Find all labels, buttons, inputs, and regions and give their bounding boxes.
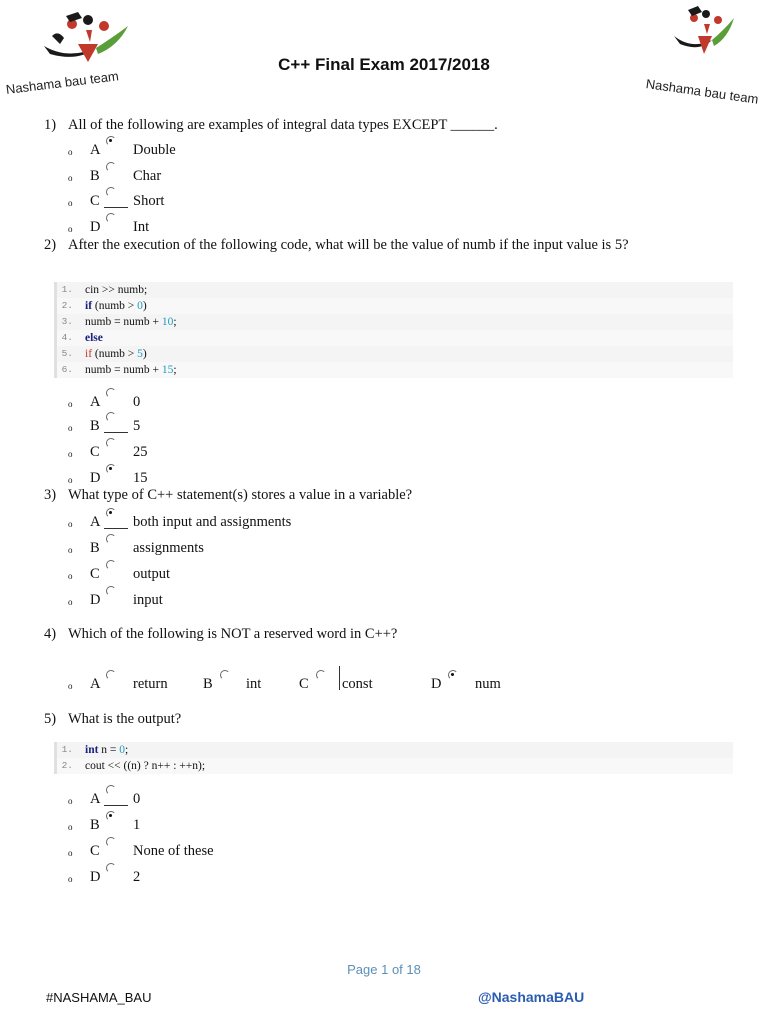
question-number: 5) xyxy=(44,711,57,727)
option-4c-letter: C xyxy=(299,676,309,692)
radio-icon[interactable] xyxy=(106,670,115,679)
page-number: Page 1 of 18 xyxy=(347,962,421,977)
bullet-icon: o xyxy=(68,545,73,555)
radio-icon[interactable] xyxy=(220,670,229,679)
option-4b-text: int xyxy=(246,676,262,692)
radio-selected-icon[interactable] xyxy=(106,136,115,145)
answer-underline xyxy=(104,528,128,529)
question-4 xyxy=(44,626,397,643)
radio-selected-icon[interactable] xyxy=(106,811,115,820)
question-text: All of the following are examples of integral data types EXCEPT ______. xyxy=(68,117,498,133)
question-text: Which of the following is NOT a reserved word in C++? xyxy=(68,626,398,642)
radio-icon[interactable] xyxy=(106,863,115,872)
question-text: What is the output? xyxy=(68,711,182,727)
option-4d-letter: D xyxy=(431,676,442,692)
page-title: C++ Final Exam 2017/2018 xyxy=(278,55,490,74)
code-line: 2. cout << ((n) ? n++ : ++n); xyxy=(57,758,733,774)
code-line: 6. numb = numb + 15; xyxy=(57,362,733,378)
bullet-icon: o xyxy=(68,597,73,607)
bullet-icon: o xyxy=(68,399,73,409)
radio-icon[interactable] xyxy=(106,438,115,447)
option-4b-letter: B xyxy=(203,676,213,692)
bullet-icon: o xyxy=(68,475,73,485)
options-row-q4 xyxy=(68,674,568,696)
code-line: 1. int n = 0; xyxy=(61,744,129,756)
brand-left: Nashama bau team xyxy=(5,68,120,97)
bullet-icon: o xyxy=(68,796,73,806)
bullet-icon: o xyxy=(68,848,73,858)
footer-hashtag: #NASHAMA_BAU xyxy=(46,990,152,1005)
bullet-icon: o xyxy=(68,198,73,208)
radio-selected-icon[interactable] xyxy=(106,508,115,517)
question-number: 1) xyxy=(44,117,57,133)
code-line: 1. cin >> numb; xyxy=(61,284,148,296)
question-2 xyxy=(44,237,629,254)
radio-icon[interactable] xyxy=(316,670,325,679)
footer-handle-link[interactable]: @NashamaBAU xyxy=(478,989,585,1005)
radio-icon[interactable] xyxy=(106,534,115,543)
bullet-icon: o xyxy=(68,423,73,433)
bullet-icon: o xyxy=(68,147,73,157)
code-block-q2 xyxy=(54,282,733,378)
question-5 xyxy=(44,711,181,728)
question-text: What type of C++ statement(s) stores a value in a variable? xyxy=(68,487,413,503)
radio-icon[interactable] xyxy=(106,412,115,421)
code-line: 3. numb = numb + 10; xyxy=(61,316,177,328)
answer-underline xyxy=(104,432,128,433)
answer-underline xyxy=(104,207,128,208)
brand-right: Nashama bau team xyxy=(644,76,760,107)
code-line: 2. if (numb > 0) xyxy=(57,298,733,314)
bullet-icon: o xyxy=(68,519,73,529)
question-number: 4) xyxy=(44,626,57,642)
bullet-icon: o xyxy=(68,173,73,183)
option-4d-text: num xyxy=(475,676,501,692)
radio-icon[interactable] xyxy=(106,388,115,397)
radio-icon[interactable] xyxy=(106,162,115,171)
code-line: 5. if (numb > 5) xyxy=(61,348,147,360)
radio-icon[interactable] xyxy=(106,560,115,569)
option-4c-text: const xyxy=(342,676,373,692)
option-4a-letter: A xyxy=(90,676,101,692)
radio-selected-icon[interactable] xyxy=(106,464,115,473)
bullet-icon: o xyxy=(68,571,73,581)
text-cursor xyxy=(339,666,340,690)
code-block-q5 xyxy=(54,742,733,774)
bullet-icon: o xyxy=(68,681,73,691)
question-number: 3) xyxy=(44,487,57,503)
radio-icon[interactable] xyxy=(106,586,115,595)
bullet-icon: o xyxy=(68,449,73,459)
bullet-icon: o xyxy=(68,224,73,234)
bullet-icon: o xyxy=(68,822,73,832)
radio-icon[interactable] xyxy=(106,837,115,846)
code-line: 4. else xyxy=(57,330,733,346)
radio-icon[interactable] xyxy=(106,785,115,794)
question-3 xyxy=(44,487,412,504)
question-1 xyxy=(44,117,498,134)
option-4a-text: return xyxy=(133,676,168,692)
bullet-icon: o xyxy=(68,874,73,884)
team-logo-right xyxy=(672,4,736,64)
radio-selected-icon[interactable] xyxy=(448,670,457,679)
radio-icon[interactable] xyxy=(106,213,115,222)
question-text: After the execution of the following code, what will be the value of numb if the input value is 5? xyxy=(68,237,629,253)
answer-underline xyxy=(104,805,128,806)
question-number: 2) xyxy=(44,237,57,253)
radio-icon[interactable] xyxy=(106,187,115,196)
